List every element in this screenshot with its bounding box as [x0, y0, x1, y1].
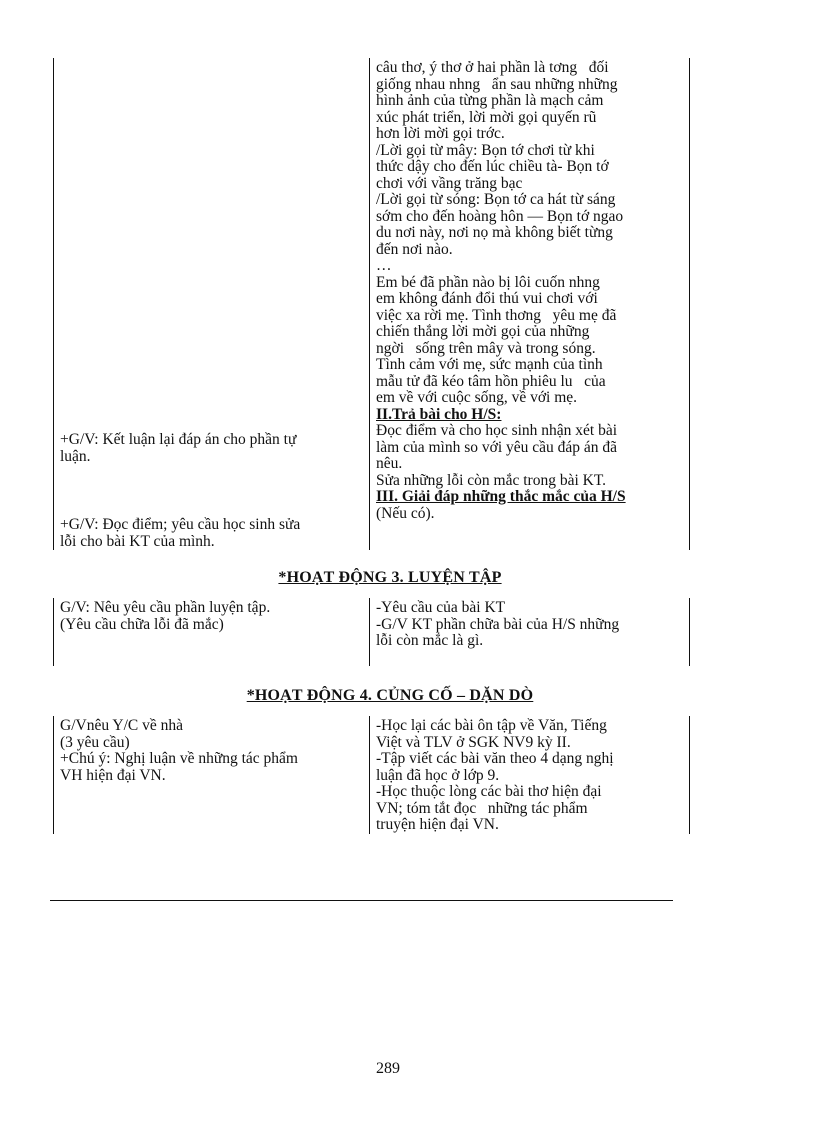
content-column — [369, 598, 690, 666]
teacher-activity-column — [53, 58, 369, 550]
text-line: em không đánh đổi thú vui chơi với — [376, 290, 598, 307]
section-heading-tra-bai: II.Trả bài cho H/S: — [376, 405, 502, 423]
teacher-activity-column — [53, 598, 369, 666]
activity-3-heading: *HOẠT ĐỘNG 3. LUYỆN TẬP — [278, 569, 502, 586]
text-line: thức dậy cho đến lúc chiều tà- Bọn tớ — [376, 158, 609, 175]
text-line: (3 yêu cầu) — [60, 733, 130, 751]
text-line: -Tập viết các bài văn theo 4 dạng nghị — [376, 750, 614, 767]
text-line: G/V: Nêu yêu cầu phần luyện tập. — [60, 599, 271, 616]
text-line: -Học lại các bài ôn tập về Văn, Tiếng — [376, 717, 607, 734]
text-line: Em bé đã phần nào bị lôi cuốn nhng — [376, 273, 600, 291]
text-line: hơn lời mời gọi trớc. — [376, 125, 505, 142]
text-line: Việt và TLV ở SGK NV9 kỳ II. — [376, 733, 571, 751]
text-line: làm của mình so với yêu cầu đáp án đã — [376, 438, 618, 456]
text-line: luận. — [60, 447, 91, 465]
text-line: Tình cảm với mẹ, sức mạnh của tình — [376, 356, 603, 373]
text-line: chiến thắng lời mời gọi của những — [376, 323, 590, 340]
text-line: +Chú ý: Nghị luận về những tác phẩm — [60, 750, 298, 767]
text-line: /Lời gọi từ mây: Bọn tớ chơi từ khi — [376, 141, 595, 159]
text-line: Đọc điểm và cho học sinh nhận xét bài — [376, 422, 618, 439]
text-line: truyện hiện đại VN. — [376, 816, 499, 833]
text-line: lỗi còn mắc là gì. — [376, 632, 484, 649]
content-column — [369, 716, 690, 834]
conclude-answer-note — [60, 432, 296, 465]
text-line: du nơi này, nơi nọ mà không biết từng — [376, 224, 613, 241]
text-line: hình ảnh của từng phần là mạch cảm — [376, 92, 604, 109]
text-line: -Học thuộc lòng các bài thơ hiện đại — [376, 783, 602, 800]
lesson-table-continued — [53, 58, 690, 550]
text-line: VH hiện đại VN. — [60, 766, 166, 784]
text-line: em về với cuộc sống, về với mẹ. — [376, 389, 578, 406]
text-line: -G/V KT phần chữa bài của H/S những — [376, 615, 620, 633]
text-line: G/Vnêu Y/C về nhà — [60, 717, 183, 734]
text-line: (Yêu cầu chữa lỗi đã mắc) — [60, 615, 224, 633]
text-line: sớm cho đến hoàng hôn — Bọn tớ ngao — [376, 207, 624, 225]
teacher-activity-column — [53, 716, 369, 834]
text-line: chơi với vầng trăng bạc — [376, 174, 523, 192]
footer-divider — [50, 900, 673, 901]
text-line: VN; tóm tắt đọc những tác phẩm — [376, 799, 588, 817]
text-line: giống nhau nhng ẩn sau những những — [376, 75, 618, 93]
text-line: mẫu tử đã kéo tâm hồn phiêu lu của — [376, 372, 606, 390]
text-line: (Nếu có). — [376, 504, 435, 522]
fix-errors-note — [60, 517, 300, 550]
text-line: câu thơ, ý thơ ở hai phần là tơng đối — [376, 59, 609, 76]
text-line: việc xa rời mẹ. Tình thơng yêu mẹ đã — [376, 306, 617, 324]
section-heading-giai-dap: III. Giải đáp những thắc mắc của H/S — [376, 488, 626, 505]
content-column — [369, 58, 690, 550]
text-line: /Lời gọi từ sóng: Bọn tớ ca hát từ sáng — [376, 191, 616, 208]
text-line: luận đã học ở lớp 9. — [376, 766, 500, 784]
text-line: xúc phát triển, lời mời gọi quyến rũ — [376, 108, 597, 126]
text-line: nêu. — [376, 455, 403, 472]
activity-4-heading: *HOẠT ĐỘNG 4. CỦNG CỐ – DẶN DÒ — [246, 687, 534, 704]
text-line: +G/V: Đọc điểm; yêu cầu học sinh sửa — [60, 516, 301, 533]
text-line: Sửa những lỗi còn mắc trong bài KT. — [376, 471, 607, 489]
text-line: đến nơi nào. — [376, 240, 453, 258]
text-line: ngời sống trên mây và trong sóng. — [376, 339, 596, 357]
activity-4-table — [53, 716, 690, 834]
text-line: +G/V: Kết luận lại đáp án cho phần tự — [60, 431, 297, 448]
text-line: -Yêu cầu của bài KT — [376, 599, 506, 616]
activity-3-table — [53, 598, 690, 666]
page-number: 289 — [376, 1060, 400, 1077]
text-line: lỗi cho bài KT của mình. — [60, 532, 215, 550]
text-line: … — [376, 257, 392, 274]
